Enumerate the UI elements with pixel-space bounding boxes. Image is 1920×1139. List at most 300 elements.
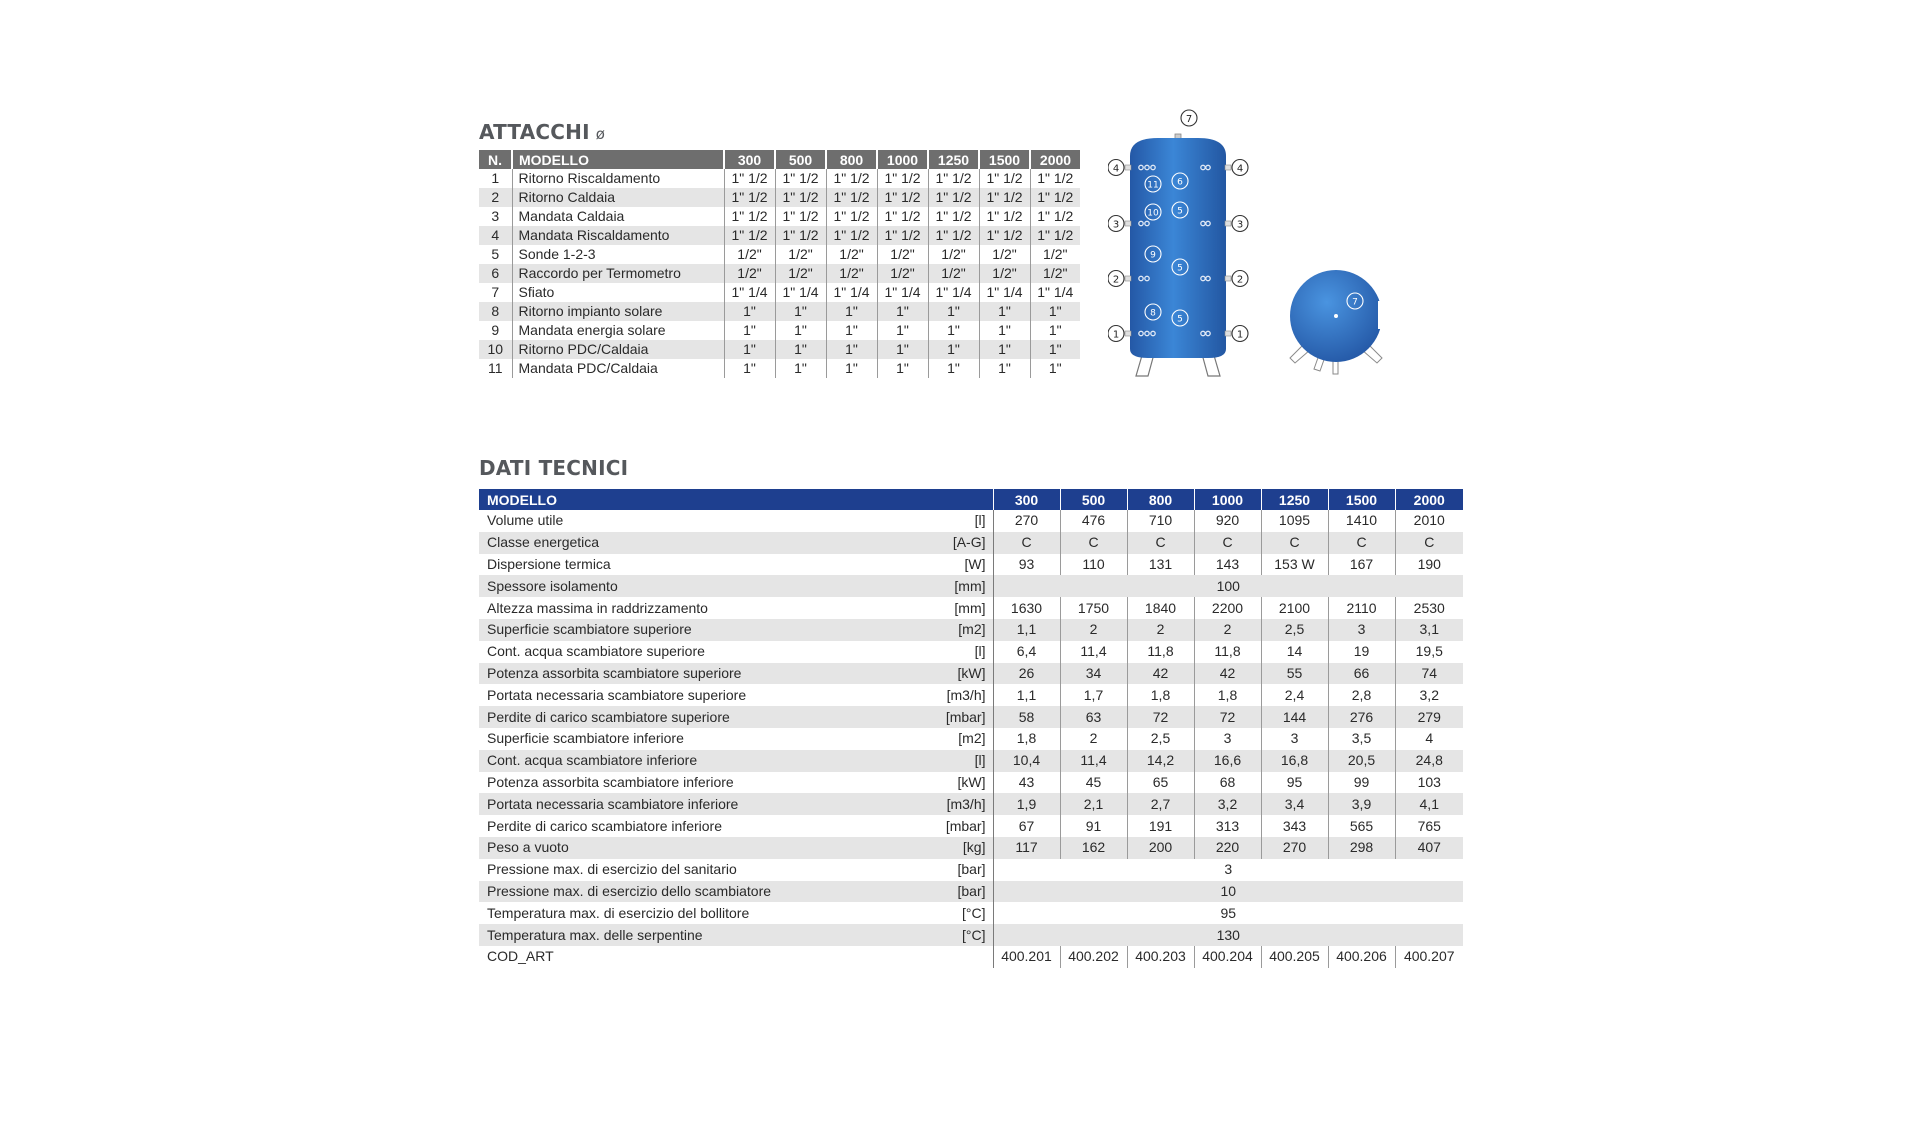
row-name: Ritorno Riscaldamento [512,169,724,188]
row-value: 1,1 [993,684,1060,706]
row-number: 11 [479,359,512,378]
row-unit: [mbar] [923,815,993,837]
row-value: 117 [993,837,1060,859]
row-value: 1" [979,321,1030,340]
row-value: 1" [928,340,979,359]
row-label: Perdite di carico scambiatore superiore [479,706,923,728]
row-value: 1" [724,321,775,340]
row-value: 68 [1194,772,1261,794]
row-name: Ritorno PDC/Caldaia [512,340,724,359]
row-value: 2010 [1413,512,1445,529]
row-value: 407 [1395,837,1463,859]
row-value: 1" [928,302,979,321]
attacchi-table [479,150,1080,378]
row-value: 1630 [993,597,1060,619]
table-row [479,924,1463,946]
row-value: 1" [1030,340,1080,359]
row-value: 1" 1/2 [877,226,928,245]
attacchi-header-model: 1250 [928,150,979,169]
row-label: Superficie scambiatore superiore [479,619,923,641]
inner-label: 5 [1177,206,1183,217]
attacchi-title [479,120,605,144]
row-name: Ritorno Caldaia [512,188,724,207]
attacchi-title-text: ATTACCHI [479,120,590,144]
row-value: 1" 1/2 [826,169,877,188]
attacchi-header-model: 500 [775,150,826,169]
table-row [479,264,1080,283]
row-value: 3,9 [1328,793,1395,815]
row-value: 1" [877,302,928,321]
tech-header-model: 300 [993,489,1060,510]
row-value: 1/2" [1030,264,1080,283]
row-merged-value: 100 [993,575,1463,597]
row-label: Cont. acqua scambiatore inferiore [479,750,923,772]
row-value: 1" 1/2 [775,226,826,245]
row-unit [923,946,993,968]
row-unit: [°C] [923,902,993,924]
row-value: 765 [1417,817,1441,834]
attacchi-header-model: 2000 [1030,150,1080,169]
tech-header-modello: MODELLO [479,489,993,510]
inner-label: 5 [1177,314,1183,325]
row-value: 91 [1060,815,1127,837]
row-label: Peso a vuoto [479,837,923,859]
row-value: 1" 1/2 [979,169,1030,188]
row-value: 1840 [1127,597,1194,619]
row-value: 1" 1/2 [826,226,877,245]
row-value: 1" 1/2 [928,188,979,207]
row-value: 1" [877,340,928,359]
table-row [479,728,1463,750]
row-value: 2,5 [1261,619,1328,641]
row-value: 1/2" [877,264,928,283]
inner-label: 8 [1150,308,1156,319]
row-value: 1" 1/2 [928,207,979,226]
row-value: 1,7 [1060,684,1127,706]
attacchi-header-model: 300 [724,150,775,169]
row-value: 1" 1/2 [877,207,928,226]
row-label: Potenza assorbita scambiatore inferiore [487,773,734,790]
row-value: 400.201 [993,946,1060,968]
row-value: C [1060,532,1127,554]
row-value: 1" 1/2 [1037,208,1074,224]
row-value: 298 [1328,837,1395,859]
row-value: 1/2" [724,264,775,283]
row-label: Perdite di carico scambiatore inferiore [487,817,722,834]
row-value: 3 [1194,728,1261,750]
row-value: 1" 1/2 [724,207,775,226]
row-value: 3,4 [1261,793,1328,815]
row-value: 66 [1328,663,1395,685]
row-value: 1" 1/4 [724,283,775,302]
row-value: 1/2" [928,264,979,283]
attacchi-header-modello: MODELLO [512,150,724,169]
row-number: 8 [479,302,512,321]
row-value: 200 [1127,837,1194,859]
row-value: 19 [1328,641,1395,663]
row-value: 270 [1261,837,1328,859]
row-value: C [1127,532,1194,554]
row-value: 1" 1/2 [1030,226,1080,245]
row-value: 1" [928,321,979,340]
table-row [479,321,1080,340]
attacchi-header-row [479,150,1080,169]
row-unit: [mm] [923,597,993,619]
row-value: 95 [1261,772,1328,794]
row-value: 14 [1261,641,1328,663]
row-value: 2200 [1194,597,1261,619]
row-unit: [m2] [923,728,993,750]
dati-tecnici-table [479,489,1463,968]
row-name: Mandata Riscaldamento [512,226,724,245]
callout-label: 7 [1185,114,1193,125]
table-row [479,340,1080,359]
row-number: 4 [479,226,512,245]
row-value: 1" 1/2 [775,207,826,226]
table-row [479,575,1463,597]
row-value: 1" [775,340,826,359]
row-value: 1/2" [775,264,826,283]
tech-header-row [479,489,1463,510]
row-value: 1" [775,302,826,321]
row-unit: [l] [923,641,993,663]
row-value: 1" [724,359,775,378]
row-unit: [mbar] [923,706,993,728]
table-row [479,207,1080,226]
row-value: 1" 1/2 [775,188,826,207]
table-row [479,815,1463,837]
row-value: 2110 [1328,597,1395,619]
row-name: Ritorno impianto solare [512,302,724,321]
row-value: 476 [1060,510,1127,532]
table-row [479,946,1463,968]
row-value: 565 [1328,815,1395,837]
row-value: 2,1 [1060,793,1127,815]
row-value: 190 [1417,555,1441,572]
row-value: 103 [1417,773,1441,790]
callout-label: 4 [1236,163,1244,175]
row-name: Raccordo per Termometro [512,264,724,283]
row-value: 2 [1194,619,1261,641]
tech-header-model: 1250 [1261,489,1328,510]
tank-side-diagram [1108,104,1258,384]
table-row [479,706,1463,728]
row-value: 1095 [1261,510,1328,532]
row-value: 2530 [1413,599,1445,616]
row-number: 10 [479,340,512,359]
tank-top-cut [1378,301,1384,329]
row-value: C [993,532,1060,554]
tech-header-model: 1000 [1194,489,1261,510]
row-value: 3 [1261,728,1328,750]
row-number: 7 [479,283,512,302]
row-label: COD_ART [487,948,554,965]
row-value: 1/2" [979,245,1030,264]
callout-label: 2 [1112,274,1120,286]
row-value: 279 [1395,706,1463,728]
row-value: 2,7 [1127,793,1194,815]
row-unit: [kW] [923,663,993,685]
row-value: 65 [1127,772,1194,794]
row-number: 2 [479,188,512,207]
table-row [479,684,1463,706]
table-row [479,750,1463,772]
row-value: 1/2" [826,264,877,283]
row-value: 2,8 [1328,684,1395,706]
inner-label: 5 [1177,263,1183,274]
row-value: 1" 1/4 [979,283,1030,302]
row-value: 19,5 [1415,643,1443,660]
row-label: Volume utile [487,512,564,529]
row-value: 1" 1/2 [877,169,928,188]
row-value: 11,8 [1127,641,1194,663]
row-value: 1" 1/2 [979,207,1030,226]
row-unit: [A-G] [923,532,993,554]
row-number: 9 [479,321,512,340]
row-value: 1/2" [724,245,775,264]
row-value: 270 [993,510,1060,532]
row-value: 1" [928,359,979,378]
row-value: 2 [1060,619,1127,641]
row-value: 1" 1/2 [724,226,775,245]
row-name: Sfiato [512,283,724,302]
row-value: 93 [993,554,1060,576]
callout-label: 3 [1236,219,1244,231]
tech-header-model: 2000 [1395,489,1463,510]
row-value: 20,5 [1328,750,1395,772]
table-row [479,619,1463,641]
row-merged-value: 95 [1220,904,1237,921]
row-value: 1/2" [877,245,928,264]
table-row [479,793,1463,815]
row-value: 1" [724,302,775,321]
row-value: 710 [1127,510,1194,532]
table-row [479,881,1463,903]
inner-label: 6 [1177,177,1183,188]
row-value: 162 [1060,837,1127,859]
row-value: 1,8 [1194,684,1261,706]
row-value: 2100 [1261,597,1328,619]
center-dot [1334,314,1338,318]
row-value: 1" 1/2 [979,226,1030,245]
row-value: 1,8 [993,728,1060,750]
table-row [479,169,1080,188]
row-number: 5 [479,245,512,264]
diameter-symbol: ø [595,125,606,143]
row-value: 1" [775,321,826,340]
row-value: 72 [1127,706,1194,728]
row-value: 343 [1261,815,1328,837]
row-unit: [m2] [923,619,993,641]
row-unit: [m3/h] [923,684,993,706]
row-label: Spessore isolamento [479,575,923,597]
row-value: 1" 1/4 [877,283,928,302]
row-value: 400.205 [1261,946,1328,968]
table-row [479,641,1463,663]
row-value: 55 [1261,663,1328,685]
row-value: 220 [1194,837,1261,859]
row-value: 1/2" [775,245,826,264]
table-row [479,226,1080,245]
row-value: 16,6 [1194,750,1261,772]
row-label: Temperatura max. delle serpentine [479,924,923,946]
row-unit: [l] [923,510,993,532]
row-label: Superficie scambiatore inferiore [487,730,684,747]
attacchi-header-n: N. [479,150,512,169]
attacchi-header-model: 800 [826,150,877,169]
row-label: Dispersione termica [487,555,611,572]
inner-label: 9 [1150,250,1156,261]
table-row [479,772,1463,794]
row-name: Mandata PDC/Caldaia [512,359,724,378]
table-row [479,188,1080,207]
row-merged-value: 130 [993,924,1463,946]
row-value: 400.207 [1403,948,1455,965]
row-value: 1" [979,302,1030,321]
row-unit: [l] [923,750,993,772]
row-value: 1" 1/4 [775,283,826,302]
row-value: 1,1 [993,619,1060,641]
row-unit: [mm] [923,575,993,597]
row-value: 167 [1328,554,1395,576]
row-unit: [bar] [923,881,993,903]
row-merged-value: 3 [1224,861,1233,878]
row-value: 1" [979,340,1030,359]
row-value: 99 [1328,772,1395,794]
inner-label: 10 [1147,208,1159,219]
row-value: 1" [826,340,877,359]
row-value: 1" 1/4 [1037,284,1074,300]
row-value: 1" [877,321,928,340]
row-value: 2 [1127,619,1194,641]
row-value: 24,8 [1395,750,1463,772]
row-value: 400.202 [1060,946,1127,968]
inner-label: 11 [1147,180,1159,191]
row-value: 16,8 [1261,750,1328,772]
table-row [479,837,1463,859]
row-value: 3,1 [1395,619,1463,641]
row-label: Portata necessaria scambiatore superiore [487,686,747,703]
row-value: 3 [1328,619,1395,641]
callout-label: 1 [1112,329,1120,341]
row-value: 143 [1194,554,1261,576]
row-name: Mandata energia solare [512,321,724,340]
callout-label: 4 [1112,163,1120,175]
row-label: Pressione max. di esercizio del sanitario [487,861,737,878]
row-value: 400.204 [1194,946,1261,968]
row-number: 3 [479,207,512,226]
row-value: 74 [1395,663,1463,685]
row-value: 131 [1127,554,1194,576]
table-row [479,510,1463,532]
row-value: C [1194,532,1261,554]
table-row [479,283,1080,302]
row-value: 1/2" [979,264,1030,283]
row-value: 1" [826,302,877,321]
row-value: 1" 1/2 [979,188,1030,207]
row-value: 1" 1/2 [724,188,775,207]
row-value: 1" 1/2 [724,169,775,188]
row-value: 1" [1048,360,1062,376]
row-value: 14,2 [1127,750,1194,772]
row-value: 1" 1/2 [1030,188,1080,207]
row-label: Portata necessaria scambiatore inferiore [479,793,923,815]
row-value: C [1395,532,1463,554]
row-value: 3,5 [1328,728,1395,750]
row-unit: [W] [923,554,993,576]
table-row [479,245,1080,264]
table-row [479,859,1463,881]
row-value: 1" [775,359,826,378]
row-label: Classe energetica [479,532,923,554]
table-row [479,554,1463,576]
table-row [479,532,1463,554]
callout-label: 1 [1236,329,1244,341]
dati-tecnici-title: DATI TECNICI [479,456,629,480]
row-value: 1" 1/2 [826,188,877,207]
tank-body [1130,138,1226,358]
row-name: Mandata Caldaia [512,207,724,226]
row-value: 1" 1/2 [826,207,877,226]
row-value: 276 [1328,706,1395,728]
row-value: 1" [877,359,928,378]
row-value: 11,4 [1060,750,1127,772]
row-value: 72 [1194,706,1261,728]
row-value: 920 [1194,510,1261,532]
row-value: 43 [993,772,1060,794]
row-value: 3,2 [1419,686,1439,703]
row-value: 2,4 [1261,684,1328,706]
row-unit: [kW] [923,772,993,794]
row-value: 1" 1/4 [826,283,877,302]
row-label: Altezza massima in raddrizzamento [487,599,708,616]
row-unit: [bar] [923,859,993,881]
table-row [479,597,1463,619]
row-value: 153 W [1261,554,1328,576]
row-value: 45 [1060,772,1127,794]
row-unit: [°C] [923,924,993,946]
row-value: 1" 1/2 [877,188,928,207]
row-value: 6,4 [993,641,1060,663]
callout-label: 2 [1236,274,1244,286]
row-value: 11,8 [1194,641,1261,663]
row-value: 10,4 [993,750,1060,772]
row-label: Temperatura max. di esercizio del bollitore [487,904,750,921]
row-value: 110 [1060,554,1127,576]
row-value: 1" 1/2 [775,169,826,188]
row-label: Potenza assorbita scambiatore superiore [479,663,923,685]
row-label: Pressione max. di esercizio dello scambiatore [479,881,923,903]
row-value: 26 [993,663,1060,685]
row-unit: [kg] [923,837,993,859]
row-value: 191 [1127,815,1194,837]
row-value: 1/2" [1043,246,1068,262]
row-number: 6 [479,264,512,283]
row-value: C [1261,532,1328,554]
row-value: 1750 [1060,597,1127,619]
row-value: 3,2 [1194,793,1261,815]
row-value: 42 [1194,663,1261,685]
row-value: 1" [1030,302,1080,321]
row-value: 1,8 [1127,684,1194,706]
row-value: 313 [1194,815,1261,837]
tech-header-model: 1500 [1328,489,1395,510]
row-value: 1" [724,340,775,359]
row-value: 144 [1261,706,1328,728]
row-value: 1" [826,359,877,378]
row-value: 63 [1060,706,1127,728]
table-row [479,902,1463,924]
